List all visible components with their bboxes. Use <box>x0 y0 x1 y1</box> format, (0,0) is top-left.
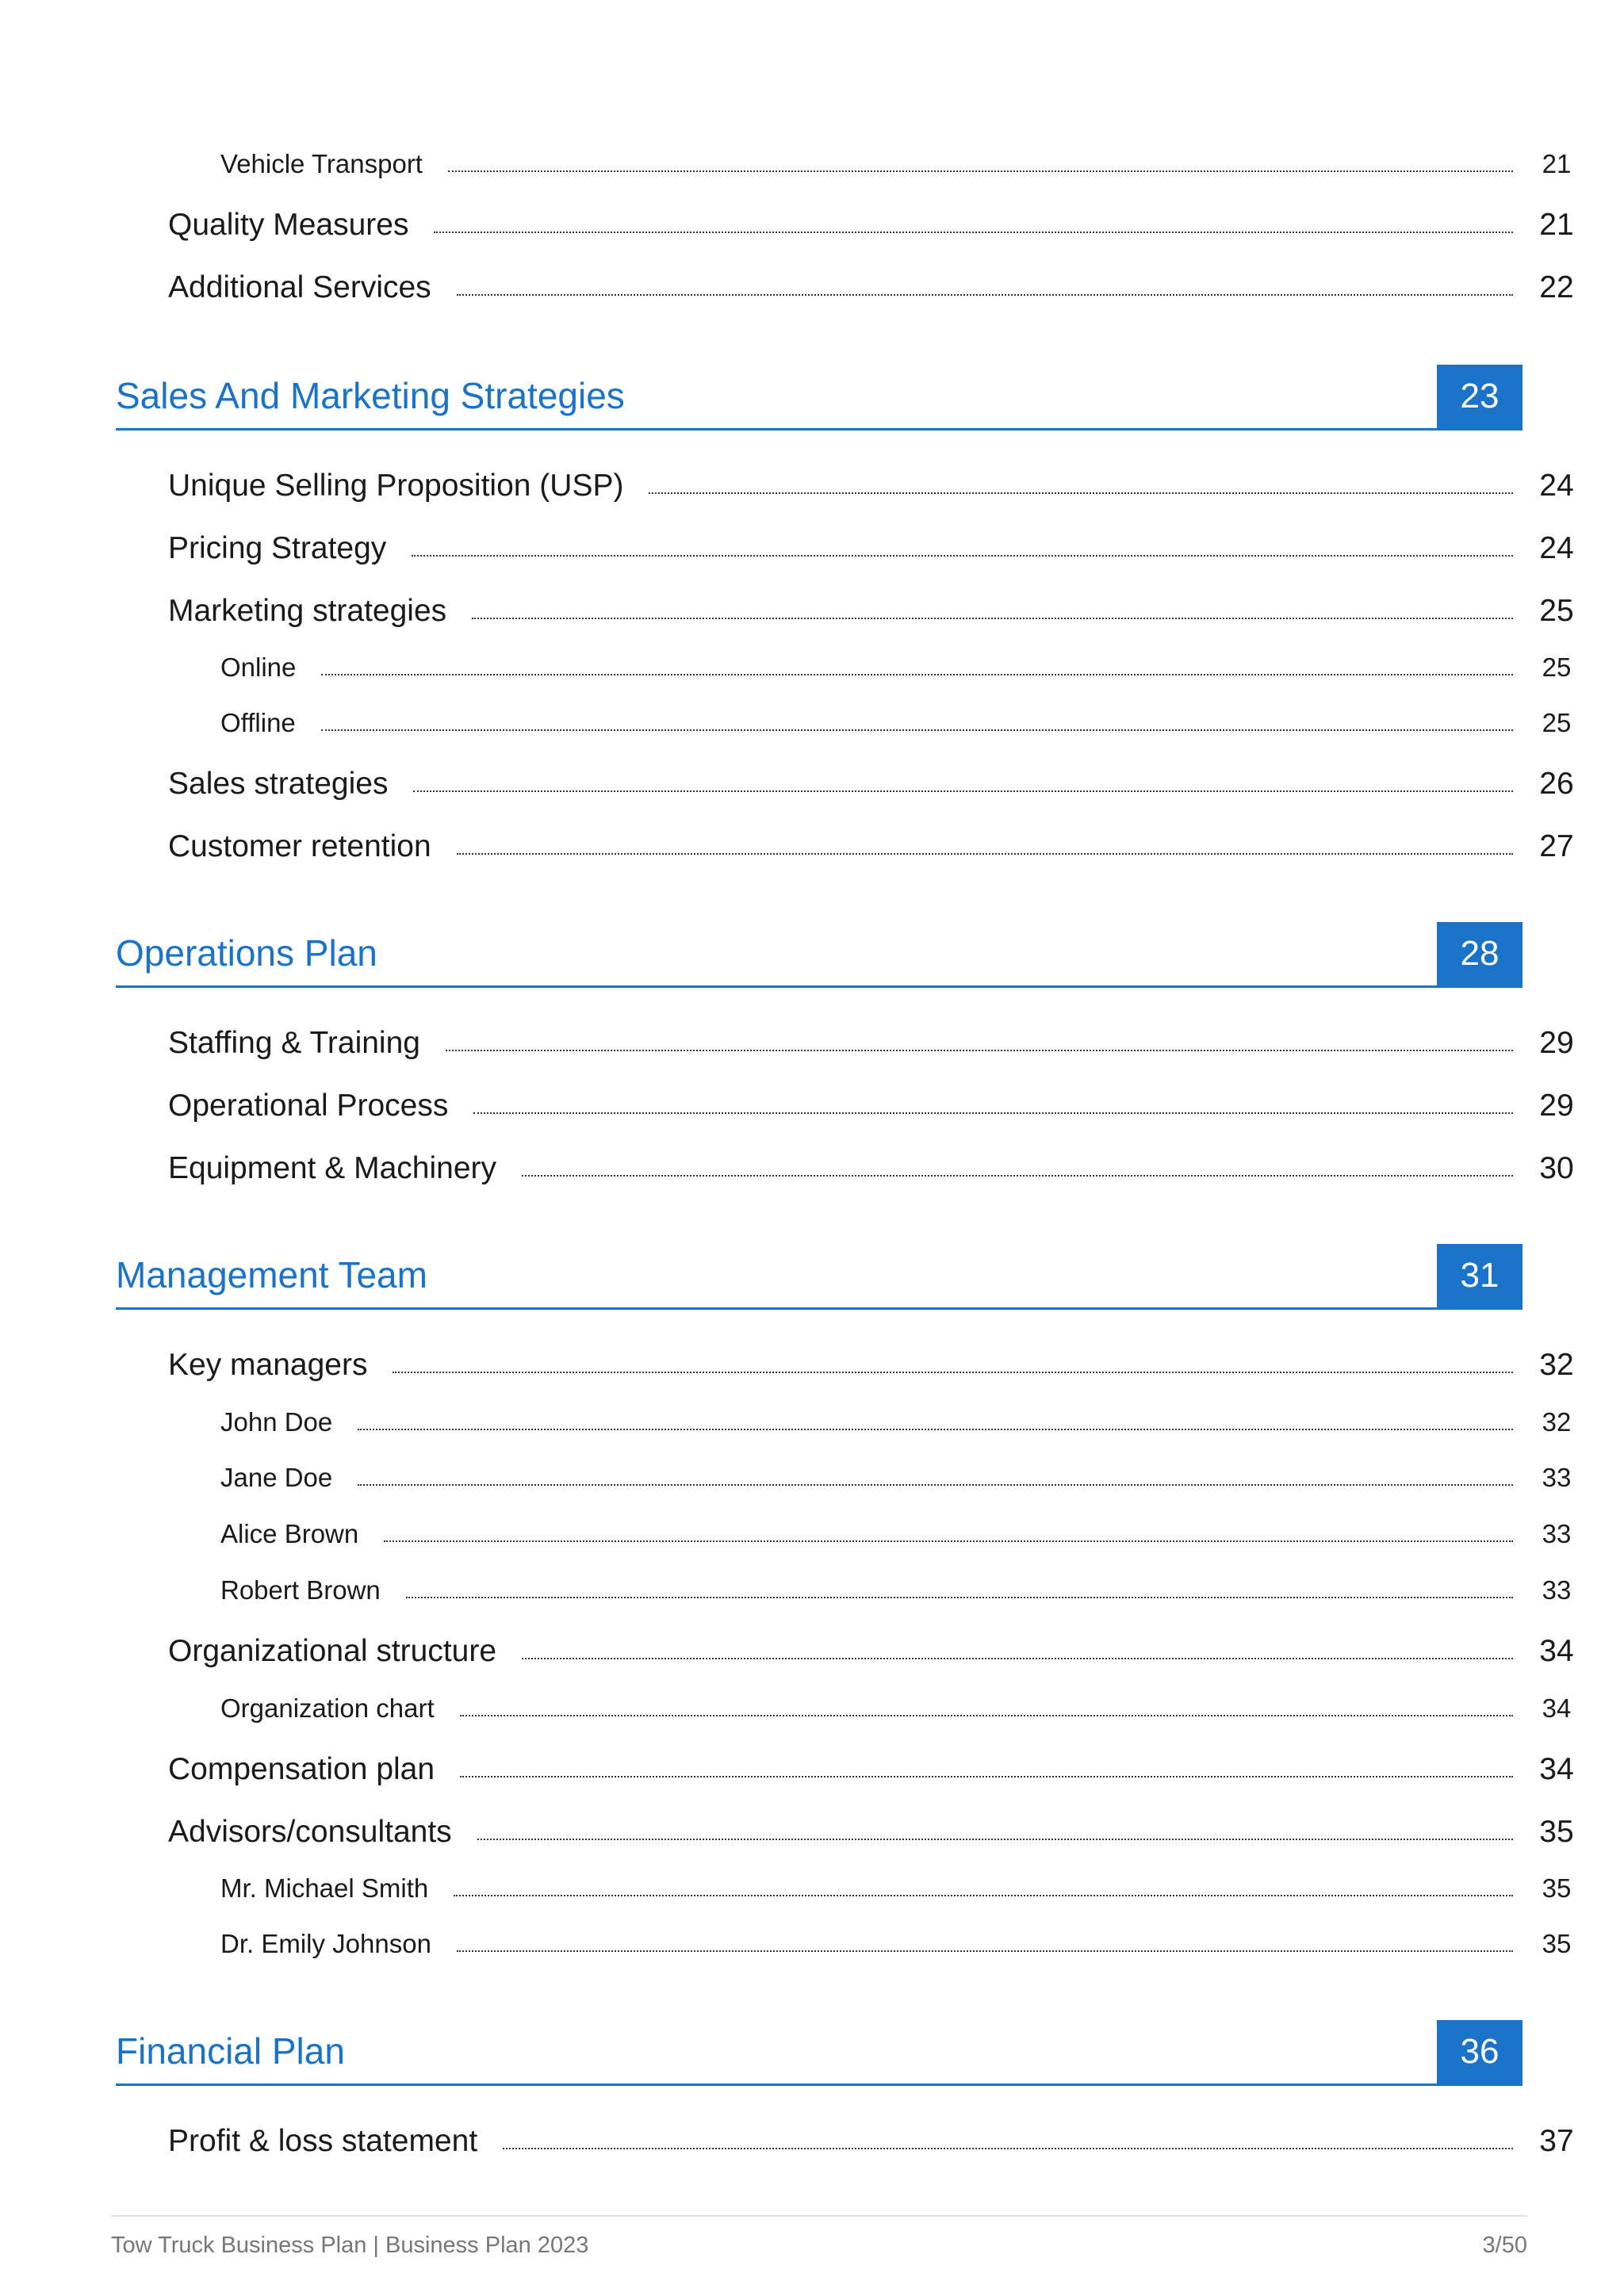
toc-entry-page: 27 <box>1539 829 1574 863</box>
toc-entry-label: Vehicle Transport <box>220 149 423 178</box>
section-title: Management Team <box>116 1254 427 1295</box>
toc-entry[interactable] <box>220 1692 1572 1724</box>
toc-entry-page: 24 <box>1539 469 1574 503</box>
toc-entry-label: Online <box>220 652 297 682</box>
dot-leader <box>321 729 1513 731</box>
toc-entry[interactable] <box>220 1927 1572 1959</box>
toc-section-operations[interactable] <box>116 922 1522 988</box>
toc-entry-page: 32 <box>1539 1348 1574 1382</box>
toc-entry-page: 26 <box>1539 767 1574 801</box>
toc-entry[interactable] <box>220 1406 1572 1437</box>
toc-entry-page: 30 <box>1539 1151 1574 1185</box>
toc-entry[interactable] <box>168 203 1574 243</box>
toc-entry-page: 33 <box>1542 1519 1572 1548</box>
toc-entry-label: Staffing & Training <box>168 1026 420 1060</box>
section-page-badge: 36 <box>1437 2020 1522 2084</box>
dot-leader <box>460 1715 1513 1716</box>
toc-entry-page: 34 <box>1539 1752 1574 1786</box>
section-page-badge: 28 <box>1437 922 1522 985</box>
dot-leader <box>457 1950 1513 1952</box>
toc-entry[interactable] <box>168 589 1574 629</box>
toc-entry-page: 21 <box>1539 208 1574 242</box>
toc-entry-label: Robert Brown <box>220 1575 381 1605</box>
dot-leader <box>393 1372 1513 1373</box>
toc-entry-label: Unique Selling Proposition (USP) <box>168 469 624 503</box>
toc-entry-label: Jane Doe <box>220 1463 333 1492</box>
toc-entry[interactable] <box>168 2119 1574 2159</box>
toc-entry-page: 21 <box>1542 149 1572 178</box>
toc-entry-label: Mr. Michael Smith <box>220 1873 429 1903</box>
dot-leader <box>522 1175 1513 1177</box>
toc-entry-page: 22 <box>1539 270 1574 304</box>
dot-leader <box>413 790 1513 792</box>
toc-entry-page: 29 <box>1539 1089 1574 1123</box>
toc-section-sales[interactable] <box>116 365 1522 430</box>
section-title: Financial Plan <box>116 2030 345 2072</box>
dot-leader <box>448 170 1513 172</box>
toc-entry[interactable] <box>168 1021 1574 1061</box>
toc-entry[interactable] <box>168 762 1574 802</box>
section-page-badge: 23 <box>1437 365 1522 428</box>
dot-leader <box>446 1050 1513 1051</box>
dot-leader <box>434 232 1513 233</box>
toc-entry-page: 37 <box>1539 2124 1574 2158</box>
section-title: Sales And Marketing Strategies <box>116 375 625 416</box>
toc-entry[interactable] <box>168 266 1574 305</box>
dot-leader <box>477 1839 1513 1840</box>
section-page-badge: 31 <box>1437 1244 1522 1307</box>
dot-leader <box>460 1776 1513 1777</box>
dot-leader <box>473 1112 1513 1114</box>
section-title: Operations Plan <box>116 932 377 974</box>
toc-entry[interactable] <box>168 464 1574 503</box>
toc-entry[interactable] <box>168 825 1574 864</box>
dot-leader <box>454 1895 1513 1896</box>
footer-divider <box>111 2215 1527 2217</box>
toc-entry-page: 32 <box>1542 1407 1572 1437</box>
toc-entry[interactable] <box>220 706 1572 738</box>
toc-entry[interactable] <box>168 1629 1574 1669</box>
footer-page-indicator: 3/50 <box>1482 2233 1527 2258</box>
toc-entry-label: Marketing strategies <box>168 594 447 628</box>
toc-entry[interactable] <box>168 1084 1574 1123</box>
toc-entry[interactable] <box>168 526 1574 566</box>
dot-leader <box>358 1429 1513 1430</box>
dot-leader <box>406 1597 1513 1598</box>
dot-leader <box>412 555 1513 557</box>
toc-entry-page: 29 <box>1539 1026 1574 1060</box>
toc-entry[interactable] <box>168 1146 1574 1186</box>
toc-entry-page: 35 <box>1542 1929 1572 1958</box>
toc-entry-label: Profit & loss statement <box>168 2124 478 2158</box>
toc-entry-label: Key managers <box>168 1348 368 1382</box>
toc-entry-page: 33 <box>1542 1463 1572 1492</box>
toc-entry-label: Offline <box>220 708 296 737</box>
toc-entry[interactable] <box>168 1810 1574 1850</box>
toc-entry-label: Alice Brown <box>220 1519 359 1548</box>
toc-entry[interactable] <box>220 1517 1572 1549</box>
dot-leader <box>321 674 1513 675</box>
dot-leader <box>358 1484 1513 1486</box>
toc-entry-label: Compensation plan <box>168 1752 435 1786</box>
toc-entry-page: 25 <box>1542 708 1572 737</box>
toc-entry-label: Equipment & Machinery <box>168 1151 497 1185</box>
toc-section-management[interactable] <box>116 1244 1522 1310</box>
toc-entry-label: Sales strategies <box>168 767 389 801</box>
toc-entry-label: Additional Services <box>168 270 431 304</box>
toc-entry-label: Quality Measures <box>168 208 409 242</box>
dot-leader <box>457 853 1513 855</box>
toc-entry-page: 24 <box>1539 531 1574 565</box>
toc-entry-page: 25 <box>1542 652 1572 682</box>
toc-entry-label: Operational Process <box>168 1089 449 1123</box>
toc-entry[interactable] <box>220 651 1572 683</box>
toc-entry[interactable] <box>220 1872 1572 1904</box>
toc-entry-label: Pricing Strategy <box>168 531 387 565</box>
toc-entry-page: 34 <box>1539 1634 1574 1668</box>
toc-entry[interactable] <box>220 147 1572 179</box>
dot-leader <box>384 1540 1513 1542</box>
toc-entry-label: Advisors/consultants <box>168 1815 452 1849</box>
toc-entry[interactable] <box>220 1574 1572 1605</box>
toc-entry-label: John Doe <box>220 1407 333 1437</box>
toc-entry[interactable] <box>168 1747 1574 1787</box>
toc-entry[interactable] <box>220 1461 1572 1493</box>
toc-entry-page: 35 <box>1542 1873 1572 1903</box>
toc-section-financial[interactable] <box>116 2020 1522 2086</box>
footer-document-title: Tow Truck Business Plan | Business Plan 2023 <box>111 2233 589 2258</box>
dot-leader <box>503 2148 1513 2149</box>
toc-entry-page: 35 <box>1539 1815 1574 1849</box>
dot-leader <box>522 1658 1513 1659</box>
toc-entry[interactable] <box>168 1343 1574 1383</box>
dot-leader <box>457 294 1513 296</box>
toc-entry-page: 34 <box>1542 1693 1572 1723</box>
toc-entry-page: 33 <box>1542 1575 1572 1605</box>
toc-entry-page: 25 <box>1539 594 1574 628</box>
toc-entry-label: Organization chart <box>220 1693 435 1723</box>
toc-entry-label: Dr. Emily Johnson <box>220 1929 431 1958</box>
toc-entry-label: Customer retention <box>168 829 431 863</box>
toc-entry-label: Organizational structure <box>168 1634 497 1668</box>
dot-leader <box>649 492 1513 494</box>
dot-leader <box>472 618 1513 619</box>
